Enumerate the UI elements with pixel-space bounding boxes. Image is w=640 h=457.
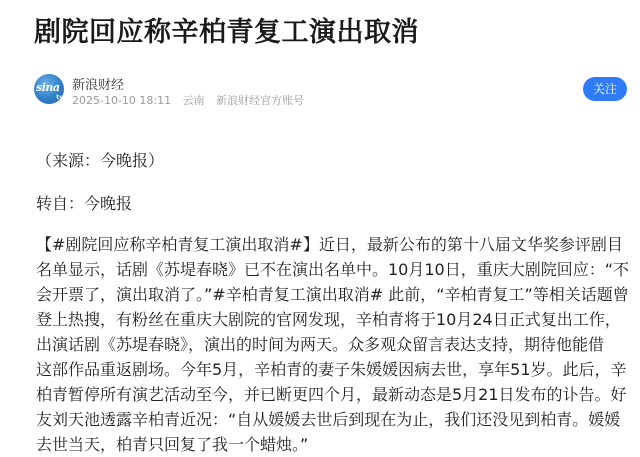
body-line: 友刘天池透露辛柏青近况：“自从媛媛去世后到现在为止，我们还没见到柏青。媛媛 (36, 410, 621, 429)
sina-logo-icon: sina (36, 81, 60, 94)
body-line: 【#剧院回应称辛柏青复工演出取消#】近日，最新公布的第十八届文华奖参评剧目 (36, 235, 623, 254)
body-line: 名单显示，话剧《苏堤春晓》已不在演出名单中。10月10日，重庆大剧院回应：“不 (36, 260, 630, 279)
article-body (36, 232, 628, 457)
article-title: 剧院回应称辛柏青复工演出取消 (34, 17, 419, 48)
repost-line: 转自：今晚报 (36, 194, 133, 213)
author-avatar[interactable] (34, 74, 64, 104)
follow-button[interactable]: 关注 (583, 77, 627, 101)
body-line: 去世当天，柏青只回复了我一个蜡烛。” (36, 435, 309, 454)
body-line: 出演话剧《苏堤春晓》，演出的时间为两天。众多观众留言表达支持，期待他能借 (36, 335, 605, 354)
author-name[interactable]: 新浪财经 (72, 78, 125, 93)
tv-badge-icon: tv (56, 94, 63, 101)
body-line: 会开票了，演出取消了。”#辛柏青复工演出取消# 此前，“辛柏青复工”等相关话题曾 (36, 285, 629, 304)
source-line: （来源：今晚报） (36, 151, 165, 170)
article-meta (72, 92, 312, 108)
body-line: 柏青暂停所有演艺活动至今，并已断更四个月，最新动态是5月21日发布的讣告。好 (36, 385, 627, 404)
publish-location: 云南 (182, 94, 205, 107)
account-type: 新浪财经官方账号 (216, 94, 305, 107)
body-line: 这部作品重返剧场。今年5月，辛柏青的妻子朱媛媛因病去世，享年51岁。此后，辛 (36, 360, 627, 379)
body-line: 登上热搜，有粉丝在重庆大剧院的官网发现，辛柏青将于10月24日正式复出工作， (36, 310, 621, 329)
publish-date: 2025-10-10 18:11 (72, 94, 172, 107)
